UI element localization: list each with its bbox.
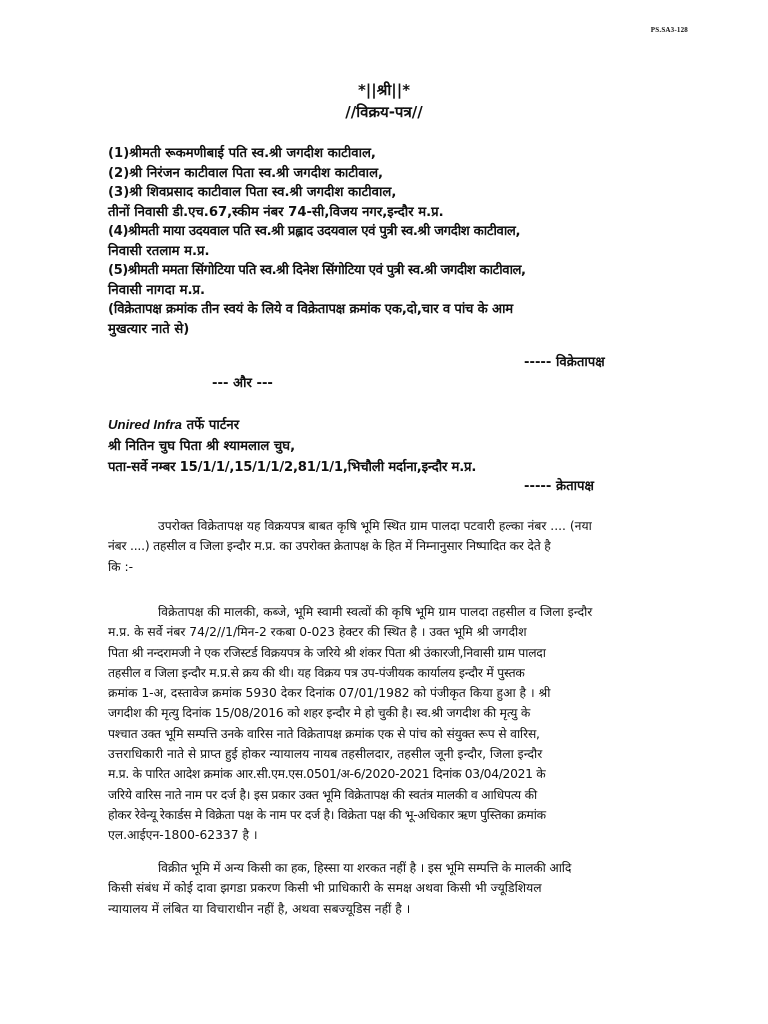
paragraph-line: तहसील व जिला इन्दौर म.प्र.से क्रय की थी। यह विक्रय पत्र उप-पंजीयक कार्यालय इन्दौर में पुस्तक (108, 665, 525, 680)
buyer-company-line (108, 414, 668, 436)
paragraph-line: एल.आईएन-1800-62337 है । (108, 828, 258, 843)
paragraph-line: क्रमांक 1-अ, दस्तावेज क्रमांक 5930 देकर दिनांक 07/01/1982 को पंजीकृत किया हुआ है । श्री (108, 686, 551, 701)
buyer-partner-line: श्री नितिन चुघ पिता श्री श्यामलाल चुघ, (108, 439, 296, 454)
paragraph-line: जरिये वारिस नाते नाम पर दर्ज है। इस प्रकार उक्त भूमि विक्रेतापक्ष की स्वतंत्र मालकी व आधिपत्य की (108, 787, 537, 802)
document-title: //विक्रय-पत्र// (345, 103, 423, 121)
seller-line: (2)श्री निरंजन काटीवाल पिता स्व.श्री जगदीश काटीवाल, (108, 165, 384, 181)
paragraph-line: होकर रेवेन्यू रेकार्डस मे विक्रेता पक्ष के नाम पर दर्ज है। विक्रेता पक्ष की भू-अधिकार ऋण पुस्तिका क्रमांक (108, 807, 546, 822)
paragraph-line: कि :- (108, 559, 134, 574)
buyer-company-suffix: तर्फे पार्टनर (182, 418, 240, 433)
document-code: PS.SA3-128 (650, 26, 688, 34)
paragraph-ownership (108, 602, 660, 846)
seller-line: तीनों निवासी डी.एच.67,स्कीम नंबर 74-सी,विजय नगर,इन्दौर म.प्र. (108, 204, 444, 220)
buyer-company: Unired Infra (108, 417, 183, 432)
paragraph-no-dispute (108, 858, 660, 919)
seller-line: मुखत्यार नाते से) (108, 321, 190, 337)
paragraph-line: न्यायालय में लंबित या विचाराधीन नहीं है, अथवा सबज्यूडिस नहीं है । (108, 901, 411, 916)
paragraph-intro (108, 516, 660, 577)
buyer-address-line: पता-सर्वे नम्बर 15/1/1/,15/1/1/2,81/1/1,भिचौली मर्दाना,इन्दौर म.प्र. (108, 460, 477, 475)
paragraph-line: पिता श्री नन्दरामजी ने एक रजिस्टर्ड विक्रयपत्र के जरिये श्री शंकर पिता श्री उंकारजी,निवासी ग्राम पालदा (108, 645, 546, 660)
buyer-party-label: ----- क्रेतापक्ष (524, 479, 594, 494)
buyer-block (108, 414, 668, 478)
paragraph-line: विक्रीत भूमि में अन्य किसी का हक, हिस्सा या शरकत नहीं है । इस भूमि सम्पत्ति के मालकी आदि (158, 861, 572, 875)
seller-line: निवासी रतलाम म.प्र. (108, 243, 210, 259)
paragraph-line: विक्रेतापक्ष की मालकी, कब्जे, भूमि स्वामी स्वत्वों की कृषि भूमि ग्राम पालदा तहसील व जिला इन्दौर (158, 605, 593, 619)
seller-line: (3)श्री शिवप्रसाद काटीवाल पिता स्व.श्री जगदीश काटीवाल, (108, 185, 397, 200)
invocation-heading: *||श्री||* (357, 81, 411, 99)
and-separator: --- और --- (212, 376, 273, 391)
paragraph-line: म.प्र. के पारित आदेश क्रमांक आर.सी.एम.एस.0501/अ-6/2020-2021 दिनांक 03/04/2021 के (108, 767, 546, 782)
paragraph-line: म.प्र. के सर्वे नंबर 74/2//1/मिन-2 रकबा 0-023 हेक्टर की स्थित है । उक्त भूमि श्री जगदीश (108, 625, 527, 640)
seller-line: (5)श्रीमती ममता सिंगोटिया पति स्व.श्री दिनेश सिंगोटिया एवं पुत्री स्व.श्री जगदीश काटीवाल, (108, 263, 526, 278)
seller-line: (1)श्रीमती रूकमणीबाई पति स्व.श्री जगदीश काटीवाल, (108, 146, 376, 161)
seller-party-label: ----- विक्रेतापक्ष (524, 355, 605, 370)
paragraph-line: जगदीश की मृत्यु दिनांक 15/08/2016 को शहर इन्दौर मे हो चुकी है। स्व.श्री जगदीश की मृत्यु के (108, 706, 531, 721)
paragraph-line: पश्चात उक्त भूमि सम्पत्ति उनके वारिस नाते विक्रेतापक्ष क्रमांक एक से पांच को संयुक्त रूप से वारिस, (108, 726, 540, 741)
seller-line: (4)श्रीमती माया उदयवाल पति स्व.श्री प्रह्लाद उदयवाल एवं पुत्री स्व.श्री जगदीश काटीवाल, (108, 224, 521, 239)
paragraph-line: उत्तराधिकारी नाते से प्राप्त हुई होकर न्यायालय नायब तहसीलदार, तहसील जूनी इन्दौर, जिला इन्दौर (108, 747, 543, 762)
paragraph-line: उपरोक्त विक्रेतापक्ष यह विक्रयपत्र बाबत कृषि भूमि स्थित ग्राम पालदा पटवारी हल्का नंबर .... (नया (158, 519, 592, 533)
paragraph-line: किसी संबंध में कोई दावा झगडा प्रकरण किसी भी प्राधिकारी के समक्ष अथवा किसी भी ज्यूडिशियल (108, 881, 542, 896)
paragraph-line: नंबर ....) तहसील व जिला इन्दौर म.प्र. का उपरोक्त क्रेतापक्ष के हित में निम्नानुसार निष्पादित कर देते है (108, 539, 551, 554)
seller-block (108, 144, 668, 339)
seller-line: (विक्रेतापक्ष क्रमांक तीन स्वयं के लिये व विक्रेतापक्ष क्रमांक एक,दो,चार व पांच के आम (108, 302, 513, 317)
seller-line: निवासी नागदा म.प्र. (108, 282, 205, 298)
